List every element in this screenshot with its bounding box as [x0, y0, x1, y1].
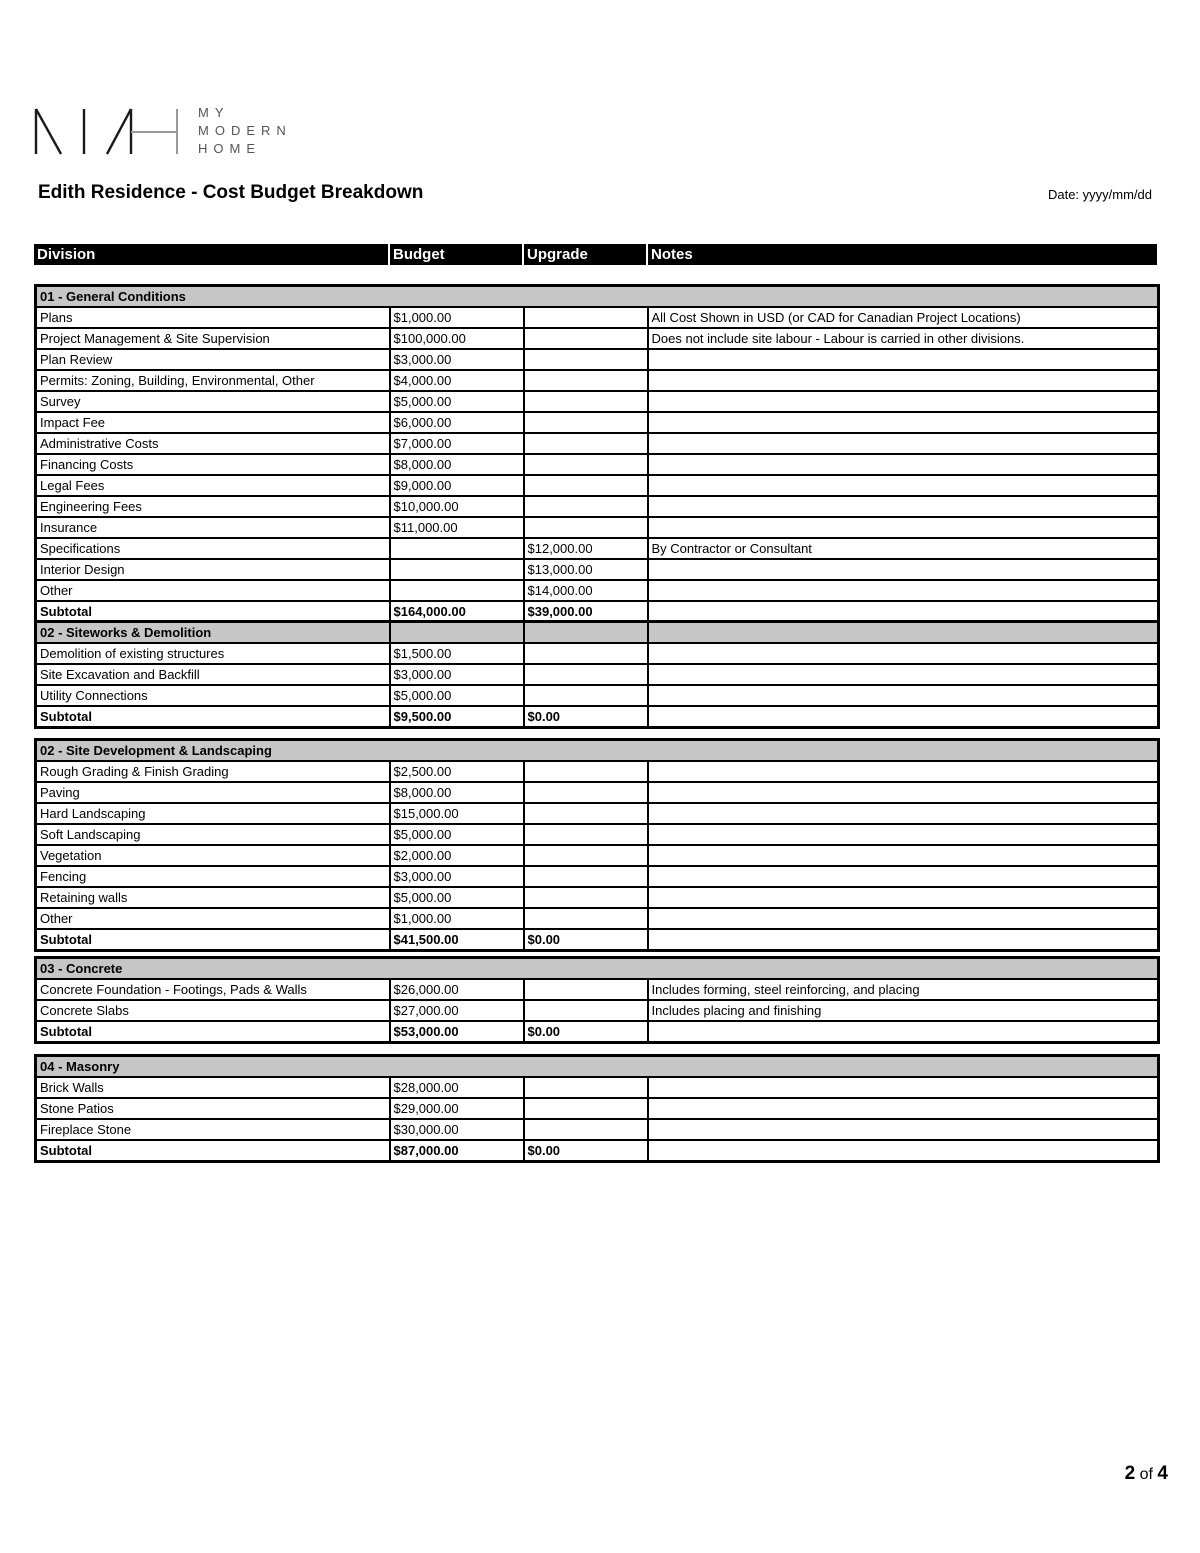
division-cell: Plans [36, 307, 390, 328]
upgrade-cell [524, 412, 648, 433]
subtotal-row [36, 706, 1159, 728]
notes-cell [648, 643, 1159, 664]
budget-cell: $6,000.00 [390, 412, 524, 433]
division-cell: Fireplace Stone [36, 1119, 390, 1140]
budget-cell: $30,000.00 [390, 1119, 524, 1140]
section-header-cell: 04 - Masonry [36, 1056, 1159, 1078]
division-cell: Interior Design [36, 559, 390, 580]
column-header-upgrade: Upgrade [522, 244, 646, 265]
upgrade-cell [524, 782, 648, 803]
division-cell: Insurance [36, 517, 390, 538]
notes-cell [648, 1119, 1159, 1140]
division-cell: Soft Landscaping [36, 824, 390, 845]
table-row [36, 782, 1159, 803]
budget-cell: $29,000.00 [390, 1098, 524, 1119]
upgrade-cell [524, 328, 648, 349]
notes-cell [648, 803, 1159, 824]
notes-cell: Includes placing and finishing [648, 1000, 1159, 1021]
division-cell: Specifications [36, 538, 390, 559]
upgrade-cell [524, 643, 648, 664]
notes-cell [648, 908, 1159, 929]
notes-cell: All Cost Shown in USD (or CAD for Canadian Project Locations) [648, 307, 1159, 328]
budget-cell: $10,000.00 [390, 496, 524, 517]
section-header-cell: 02 - Siteworks & Demolition [36, 622, 390, 644]
upgrade-cell [524, 824, 648, 845]
logo-line-1: MY [198, 105, 230, 120]
section-header-cell: 03 - Concrete [36, 958, 1159, 980]
subtotal-division-cell: Subtotal [36, 1021, 390, 1043]
subtotal-row [36, 1140, 1159, 1162]
notes-cell [648, 845, 1159, 866]
budget-cell: $26,000.00 [390, 979, 524, 1000]
upgrade-cell [524, 1000, 648, 1021]
page-number [1125, 1463, 1168, 1485]
notes-cell [648, 580, 1159, 601]
notes-cell [648, 685, 1159, 706]
division-cell: Other [36, 908, 390, 929]
table-row [36, 433, 1159, 454]
notes-cell [648, 866, 1159, 887]
budget-cell: $3,000.00 [390, 349, 524, 370]
division-cell: Retaining walls [36, 887, 390, 908]
budget-cell: $5,000.00 [390, 887, 524, 908]
budget-section-table [34, 738, 1160, 952]
logo-wordmark [198, 104, 292, 158]
notes-cell: By Contractor or Consultant [648, 538, 1159, 559]
page-of: of [1139, 1466, 1153, 1483]
budget-cell: $4,000.00 [390, 370, 524, 391]
upgrade-cell [524, 1077, 648, 1098]
table-row [36, 803, 1159, 824]
subtotal-budget-cell: $41,500.00 [390, 929, 524, 951]
division-cell: Utility Connections [36, 685, 390, 706]
subtotal-upgrade-cell: $0.00 [524, 1140, 648, 1162]
notes-cell [648, 496, 1159, 517]
subtotal-division-cell: Subtotal [36, 929, 390, 951]
upgrade-cell [524, 454, 648, 475]
notes-cell [648, 887, 1159, 908]
upgrade-cell [524, 803, 648, 824]
table-row [36, 685, 1159, 706]
table-row [36, 643, 1159, 664]
mh-logo-icon [34, 106, 182, 156]
document-title: Edith Residence - Cost Budget Breakdown [38, 182, 424, 203]
subtotal-notes-cell [648, 706, 1159, 728]
table-row [36, 1119, 1159, 1140]
division-cell: Administrative Costs [36, 433, 390, 454]
notes-cell [648, 782, 1159, 803]
brand-logo [34, 104, 292, 158]
table-row [36, 517, 1159, 538]
subtotal-division-cell: Subtotal [36, 601, 390, 623]
division-cell: Concrete Slabs [36, 1000, 390, 1021]
notes-cell [648, 559, 1159, 580]
section-header-empty-cell [390, 622, 524, 644]
subtotal-upgrade-cell: $0.00 [524, 1021, 648, 1043]
table-row [36, 307, 1159, 328]
division-cell: Stone Patios [36, 1098, 390, 1119]
division-cell: Project Management & Site Supervision [36, 328, 390, 349]
upgrade-cell [524, 866, 648, 887]
section-header-row [36, 622, 1159, 644]
notes-cell [648, 412, 1159, 433]
notes-cell [648, 391, 1159, 412]
notes-cell [648, 761, 1159, 782]
notes-cell: Does not include site labour - Labour is carried in other divisions. [648, 328, 1159, 349]
table-row [36, 475, 1159, 496]
upgrade-cell [524, 1119, 648, 1140]
table-row [36, 845, 1159, 866]
table-row [36, 496, 1159, 517]
column-header-bar [34, 244, 1157, 265]
upgrade-cell [524, 761, 648, 782]
budget-cell: $7,000.00 [390, 433, 524, 454]
table-row [36, 908, 1159, 929]
upgrade-cell: $14,000.00 [524, 580, 648, 601]
upgrade-cell [524, 1098, 648, 1119]
budget-cell: $1,000.00 [390, 908, 524, 929]
subtotal-notes-cell [648, 1021, 1159, 1043]
upgrade-cell [524, 475, 648, 496]
subtotal-budget-cell: $87,000.00 [390, 1140, 524, 1162]
budget-cell: $2,000.00 [390, 845, 524, 866]
subtotal-row [36, 1021, 1159, 1043]
division-cell: Demolition of existing structures [36, 643, 390, 664]
table-row [36, 1000, 1159, 1021]
division-cell: Fencing [36, 866, 390, 887]
subtotal-budget-cell: $164,000.00 [390, 601, 524, 623]
section-header-row [36, 958, 1159, 980]
subtotal-notes-cell [648, 929, 1159, 951]
table-row [36, 866, 1159, 887]
table-row [36, 412, 1159, 433]
table-row [36, 538, 1159, 559]
notes-cell [648, 349, 1159, 370]
upgrade-cell [524, 979, 648, 1000]
budget-section-table [34, 956, 1160, 1044]
budget-cell: $100,000.00 [390, 328, 524, 349]
upgrade-cell [524, 517, 648, 538]
upgrade-cell [524, 908, 648, 929]
subtotal-division-cell: Subtotal [36, 706, 390, 728]
upgrade-cell [524, 370, 648, 391]
upgrade-cell: $12,000.00 [524, 538, 648, 559]
table-row [36, 887, 1159, 908]
budget-cell: $3,000.00 [390, 866, 524, 887]
table-row [36, 370, 1159, 391]
subtotal-budget-cell: $9,500.00 [390, 706, 524, 728]
section-header-empty-cell [524, 622, 648, 644]
upgrade-cell [524, 685, 648, 706]
budget-cell: $11,000.00 [390, 517, 524, 538]
table-row [36, 454, 1159, 475]
budget-cell: $5,000.00 [390, 685, 524, 706]
notes-cell [648, 475, 1159, 496]
table-row [36, 664, 1159, 685]
table-row [36, 559, 1159, 580]
logo-line-3: HOME [198, 141, 261, 156]
section-header-row [36, 740, 1159, 762]
division-cell: Survey [36, 391, 390, 412]
division-cell: Rough Grading & Finish Grading [36, 761, 390, 782]
subtotal-division-cell: Subtotal [36, 1140, 390, 1162]
division-cell: Concrete Foundation - Footings, Pads & Walls [36, 979, 390, 1000]
subtotal-budget-cell: $53,000.00 [390, 1021, 524, 1043]
budget-cell: $1,500.00 [390, 643, 524, 664]
upgrade-cell [524, 307, 648, 328]
budget-cell: $8,000.00 [390, 782, 524, 803]
division-cell: Engineering Fees [36, 496, 390, 517]
table-row [36, 824, 1159, 845]
division-cell: Paving [36, 782, 390, 803]
division-cell: Financing Costs [36, 454, 390, 475]
division-cell: Permits: Zoning, Building, Environmental, Other [36, 370, 390, 391]
budget-cell: $3,000.00 [390, 664, 524, 685]
notes-cell [648, 824, 1159, 845]
budget-cell: $5,000.00 [390, 824, 524, 845]
page-total: 4 [1157, 1463, 1168, 1484]
upgrade-cell: $13,000.00 [524, 559, 648, 580]
table-row [36, 761, 1159, 782]
logo-line-2: MODERN [198, 123, 292, 138]
division-cell: Hard Landscaping [36, 803, 390, 824]
table-row [36, 979, 1159, 1000]
table-row [36, 349, 1159, 370]
notes-cell [648, 454, 1159, 475]
table-row [36, 1077, 1159, 1098]
division-cell: Other [36, 580, 390, 601]
subtotal-upgrade-cell: $39,000.00 [524, 601, 648, 623]
budget-cell: $5,000.00 [390, 391, 524, 412]
division-cell: Site Excavation and Backfill [36, 664, 390, 685]
subtotal-upgrade-cell: $0.00 [524, 706, 648, 728]
notes-cell [648, 517, 1159, 538]
budget-cell: $1,000.00 [390, 307, 524, 328]
column-header-notes: Notes [646, 244, 1157, 265]
budget-cell: $8,000.00 [390, 454, 524, 475]
budget-cell [390, 559, 524, 580]
table-row [36, 1098, 1159, 1119]
subtotal-row [36, 929, 1159, 951]
budget-cell [390, 538, 524, 559]
upgrade-cell [524, 496, 648, 517]
subtotal-upgrade-cell: $0.00 [524, 929, 648, 951]
page-current: 2 [1124, 1463, 1136, 1484]
notes-cell [648, 370, 1159, 391]
division-cell: Legal Fees [36, 475, 390, 496]
section-header-row [36, 286, 1159, 308]
column-header-division: Division [34, 244, 388, 265]
budget-cell: $9,000.00 [390, 475, 524, 496]
table-row [36, 328, 1159, 349]
budget-cell: $27,000.00 [390, 1000, 524, 1021]
date-label: Date: yyyy/mm/dd [1047, 187, 1152, 202]
upgrade-cell [524, 391, 648, 412]
upgrade-cell [524, 433, 648, 454]
notes-cell [648, 664, 1159, 685]
notes-cell [648, 1098, 1159, 1119]
upgrade-cell [524, 664, 648, 685]
column-header-budget: Budget [388, 244, 522, 265]
budget-cell [390, 580, 524, 601]
notes-cell: Includes forming, steel reinforcing, and placing [648, 979, 1159, 1000]
notes-cell [648, 433, 1159, 454]
division-cell: Brick Walls [36, 1077, 390, 1098]
table-row [36, 391, 1159, 412]
budget-cell: $28,000.00 [390, 1077, 524, 1098]
section-header-empty-cell [648, 622, 1159, 644]
budget-section-table [34, 620, 1160, 729]
budget-cell: $2,500.00 [390, 761, 524, 782]
division-cell: Impact Fee [36, 412, 390, 433]
section-header-cell: 02 - Site Development & Landscaping [36, 740, 1159, 762]
budget-cell: $15,000.00 [390, 803, 524, 824]
section-header-row [36, 1056, 1159, 1078]
budget-section-table [34, 284, 1160, 624]
division-cell: Plan Review [36, 349, 390, 370]
notes-cell [648, 1077, 1159, 1098]
upgrade-cell [524, 887, 648, 908]
table-row [36, 580, 1159, 601]
upgrade-cell [524, 349, 648, 370]
budget-section-table [34, 1054, 1160, 1163]
division-cell: Vegetation [36, 845, 390, 866]
section-header-cell: 01 - General Conditions [36, 286, 1159, 308]
subtotal-notes-cell [648, 1140, 1159, 1162]
upgrade-cell [524, 845, 648, 866]
